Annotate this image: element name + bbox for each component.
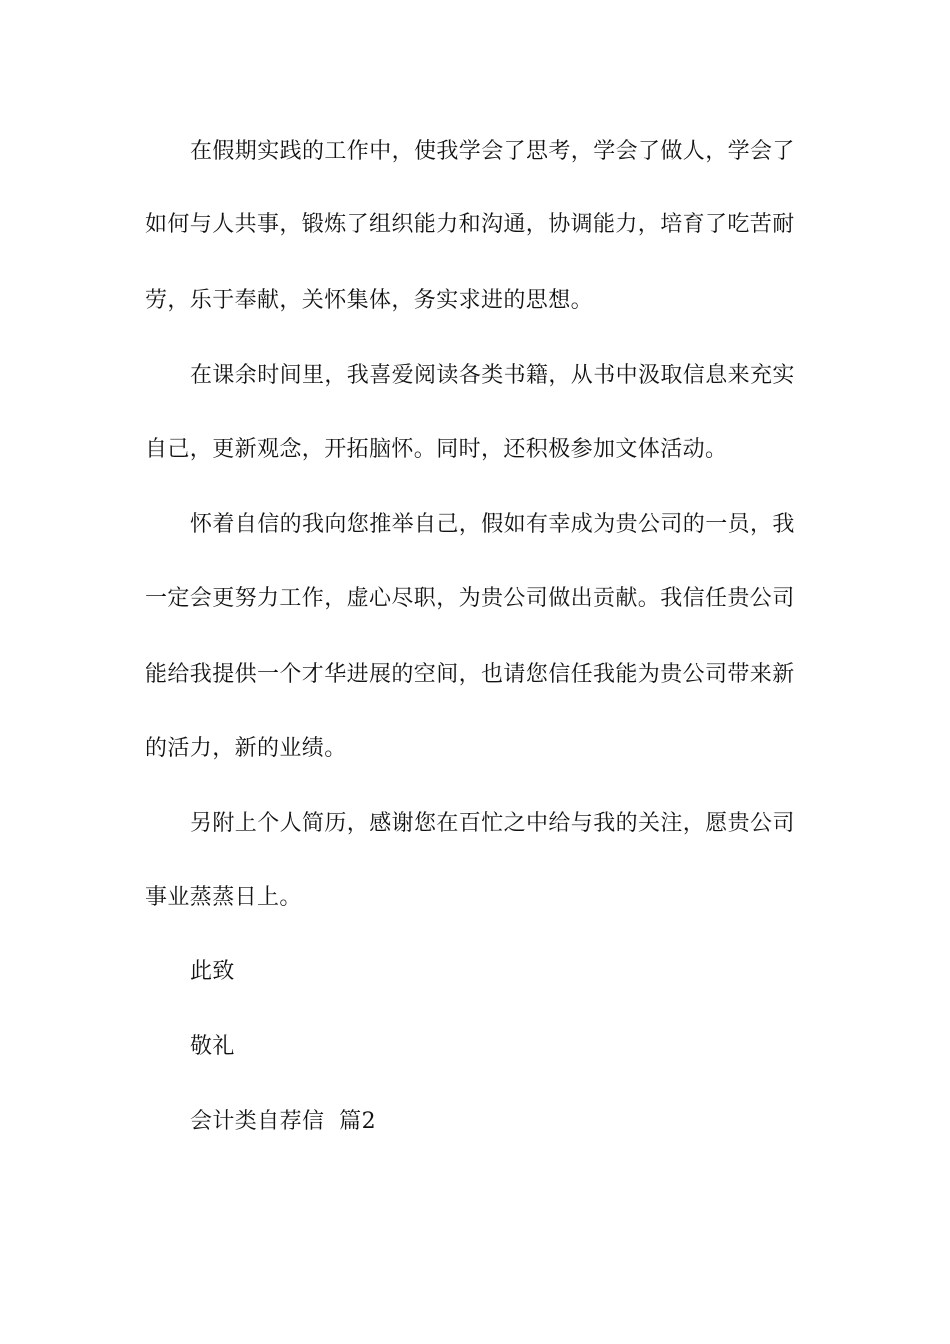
text-line: 怀着自信的我向您推举自己，假如有幸成为贵公司的一员，我	[190, 512, 795, 537]
closing-salutation: 此致	[190, 959, 235, 984]
text-line: 如何与人共事，锻炼了组织能力和沟通，协调能力，培育了吃苦耐	[145, 212, 795, 237]
text-line: 另附上个人简历，感谢您在百忙之中给与我的关注，愿贵公司	[190, 811, 795, 836]
text-line: 劳，乐于奉献，关怀集体，务实求进的思想。	[145, 288, 594, 313]
text-line: 一定会更努力工作，虚心尽职，为贵公司做出贡献。我信任贵公司	[145, 586, 795, 611]
text-line: 自己，更新观念，开拓脑怀。同时，还积极参加文体活动。	[145, 437, 728, 462]
text-line: 事业蒸蒸日上。	[145, 885, 302, 910]
text-line: 在假期实践的工作中，使我学会了思考，学会了做人，学会了	[190, 139, 795, 164]
closing-regards: 敬礼	[190, 1034, 235, 1059]
text-line: 能给我提供一个才华进展的空间，也请您信任我能为贵公司带来新	[145, 662, 795, 687]
section-title: 会计类自荐信 篇2	[190, 1109, 376, 1134]
text-line: 的活力，新的业绩。	[145, 736, 347, 761]
text-line: 在课余时间里，我喜爱阅读各类书籍，从书中汲取信息来充实	[190, 363, 795, 388]
